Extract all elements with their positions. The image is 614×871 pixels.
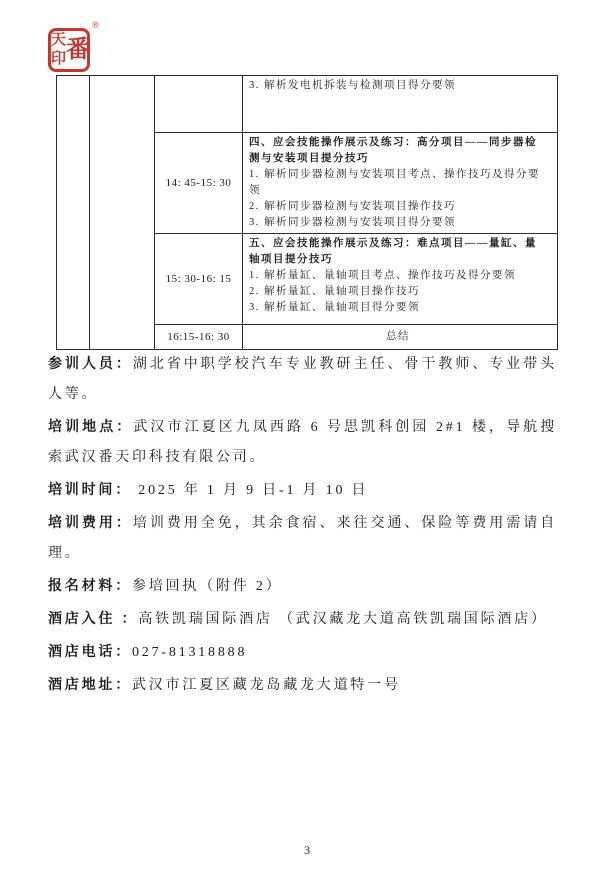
content-item: 3. 解析量缸、量轴项目得分要领 — [249, 302, 420, 313]
materials-paragraph — [48, 572, 557, 602]
content-item: 3. 解析同步器检测与安装项目得分要领 — [249, 217, 456, 228]
paragraph-label: 培训地点： — [48, 420, 134, 435]
content-item: 2. 解析量缸、量轴项目操作技巧 — [249, 286, 420, 297]
seal-right-column — [66, 31, 90, 69]
paragraph-label: 酒店地址： — [48, 678, 132, 693]
hotel-checkin-paragraph — [48, 605, 557, 635]
paragraph-text: 武汉市江夏区九凤西路 6 号思凯科创园 2#1 楼，导航搜索武汉番天印科技有限公司。 — [48, 420, 558, 465]
time-cell: 14: 45-15: 30 — [155, 133, 243, 234]
session-title: 四、应会技能操作展示及练习：高分项目——同步器检测与安装项目提分技巧 — [249, 137, 537, 164]
location-paragraph — [48, 413, 557, 473]
time-cell — [155, 76, 243, 133]
paragraph-text: 湖北省中职学校汽车专业教研主任、骨干教师、专业带头人等。 — [48, 357, 558, 402]
content-cell — [243, 234, 558, 325]
seal-char-yin: 印 — [51, 51, 67, 67]
table-row — [57, 76, 558, 133]
paragraph-label: 培训时间： — [48, 483, 132, 498]
time-paragraph — [48, 476, 557, 506]
paragraph-label: 参训人员： — [48, 357, 133, 372]
paragraph-text: 高铁凯瑞国际酒店 （武汉藏龙大道高铁凯瑞国际酒店） — [138, 612, 548, 627]
seal-char-fan: 番 — [66, 37, 91, 63]
seal-left-column — [51, 31, 66, 69]
time-cell: 16:15-16: 30 — [155, 325, 243, 350]
content-cell — [243, 76, 558, 133]
participants-paragraph — [48, 350, 557, 410]
page-number: 3 — [304, 843, 310, 857]
training-schedule-table — [56, 75, 558, 350]
merged-day-cell — [57, 76, 90, 350]
seal-logo-icon — [48, 28, 90, 72]
summary-cell: 总结 — [243, 325, 558, 350]
hotel-phone-paragraph — [48, 638, 557, 668]
content-cell — [243, 133, 558, 234]
paragraph-label: 培训费用： — [48, 516, 133, 531]
info-paragraphs — [48, 350, 557, 704]
paragraph-label: 酒店电话： — [48, 645, 132, 660]
paragraph-text: 参培回执（附件 2） — [132, 579, 283, 594]
merged-session-cell — [90, 76, 155, 350]
paragraph-text: 027-81318888 — [132, 645, 248, 660]
registered-trademark-icon: ® — [92, 20, 99, 30]
time-cell: 15: 30-16: 15 — [155, 234, 243, 325]
session-title: 五、应会技能操作展示及练习：难点项目——量缸、量轴项目提分技巧 — [249, 238, 537, 265]
content-item: 1. 解析量缸、量轴项目考点、操作技巧及得分要领 — [249, 270, 516, 281]
paragraph-text: 武汉市江夏区藏龙岛藏龙大道特一号 — [132, 678, 401, 693]
paragraph-label: 酒店入住 ： — [48, 612, 139, 627]
hotel-address-paragraph — [48, 671, 557, 701]
paragraph-text: 2025 年 1 月 9 日-1 月 10 日 — [132, 483, 369, 498]
content-item: 1. 解析同步器检测与安装项目考点、操作技巧及得分要领 — [249, 169, 540, 196]
brand-logo — [46, 21, 106, 77]
content-item: 2. 解析同步器检测与安装项目操作技巧 — [249, 201, 456, 212]
fee-paragraph — [48, 509, 557, 569]
paragraph-label: 报名材料： — [48, 579, 132, 594]
paragraph-text: 培训费用全免，其余食宿、来往交通、保险等费用需请自理。 — [48, 516, 558, 561]
seal-char-tian: 天 — [51, 32, 67, 48]
content-item: 3. 解析发电机拆装与检测项目得分要领 — [249, 80, 456, 91]
